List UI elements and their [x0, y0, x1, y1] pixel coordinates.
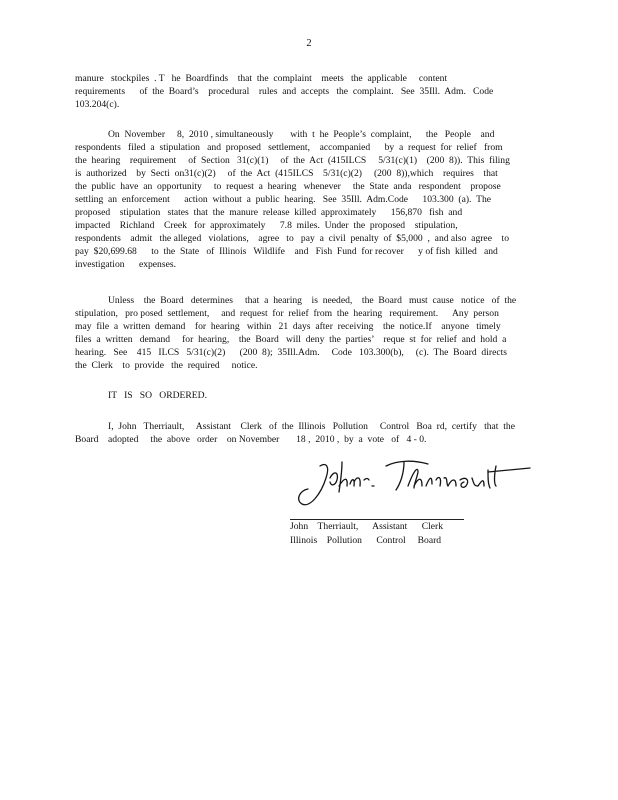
body-line: files a written demand for hearing, the Board will deny the parties’ reque st for relief and hold a	[75, 334, 507, 345]
certification-line: I, John Therriault, Assistant Clerk of the Illinois Pollution Control Boa rd, certify that the	[108, 421, 515, 432]
signer-name: John Therriault, Assistant Clerk	[290, 521, 444, 532]
body-line: impacted Richland Creek for approximately 7.8 miles. Under the proposed stipulation,	[75, 220, 458, 231]
body-line: is authorized by Secti on31(c)(2) of the Act (415ILCS 5/31(c)(2) (200 8)),which requires that	[75, 168, 498, 179]
body-line: the Clerk to provide the required notice.	[75, 360, 258, 371]
body-line: hearing. See 415 ILCS 5/31(c)(2) (200 8); 35Ill.Adm. Code 103.300(b), (c). The Board directs	[75, 347, 507, 358]
page-number: 2	[306, 38, 312, 49]
body-line: stipulation, pro posed settlement, and request for relief from the hearing requirement. Any person	[75, 308, 499, 319]
handwritten-signature	[290, 456, 535, 514]
body-line: pay $20,699.68 to the State of Illinois Wildlife and Fish Fund for recover y of fish killed and	[75, 246, 498, 257]
certification-line: Board adopted the above order on November 18 , 2010 , by a vote of 4 - 0.	[75, 434, 427, 445]
body-line: respondents admit the alleged violations, agree to pay a civil penalty of $5,000 , and also agree to	[75, 233, 510, 244]
signer-organization: Illinois Pollution Control Board	[290, 535, 442, 546]
body-line: respondents filed a stipulation and proposed settlement, accompanied by a request for relief from	[75, 142, 503, 153]
body-line: proposed stipulation states that the manure release killed approximately 156,870 fish and	[75, 207, 463, 218]
body-line: settling an enforcement action without a public hearing. See 35Ill. Adm.Code 103.300 (a). The	[75, 194, 491, 205]
body-line: manure stockpiles . T he Boardfinds that the complaint meets the applicable content	[75, 73, 448, 84]
body-line: requirements of the Board’s procedural rules and accepts the complaint. See 35Ill. Adm. Code	[75, 86, 494, 97]
body-line: the hearing requirement of Section 31(c)(1) of the Act (415ILCS 5/31(c)(1) (200 8)). This filing	[75, 155, 510, 166]
body-line: investigation expenses.	[75, 259, 176, 270]
body-line: On November 8, 2010 , simultaneously with t he People’s complaint, the People and	[108, 129, 495, 140]
body-line: the public have an opportunity to request a hearing whenever the State anda respondent propose	[75, 181, 501, 192]
body-line: 103.204(c).	[75, 99, 120, 110]
signature-line	[290, 519, 464, 520]
body-line: may file a written demand for hearing within 21 days after receiving the notice.If anyone timely	[75, 321, 501, 332]
ordered-line: IT IS SO ORDERED.	[108, 390, 207, 401]
body-line: Unless the Board determines that a hearing is needed, the Board must cause notice of the	[108, 295, 517, 306]
